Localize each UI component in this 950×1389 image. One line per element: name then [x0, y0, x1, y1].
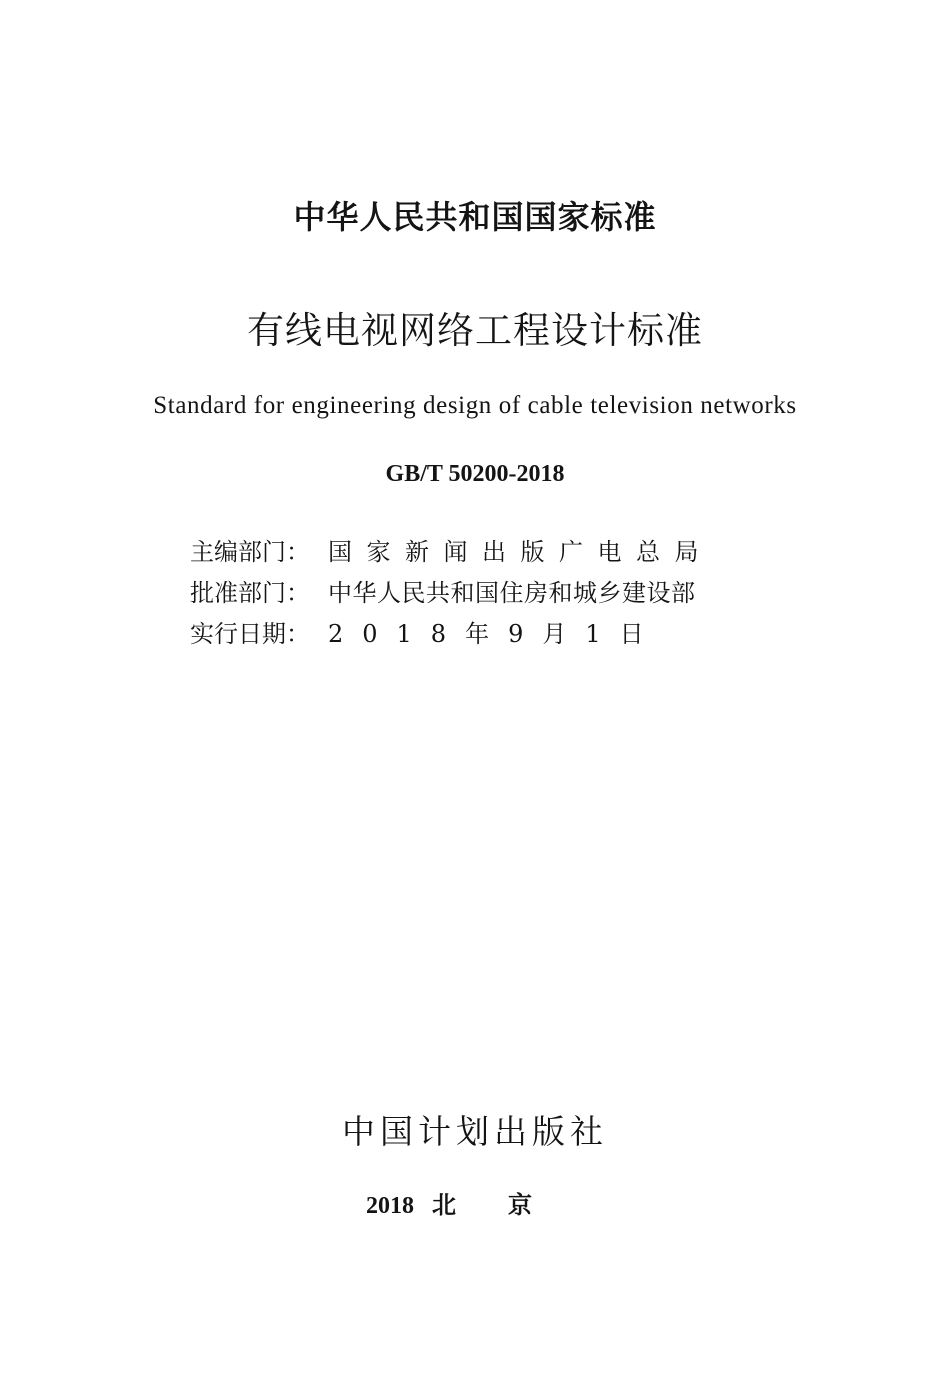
editor-label: 主编部门： — [190, 538, 310, 566]
publication-year: 2018 — [366, 1193, 414, 1219]
date-value: 2018年9月1日 — [328, 620, 663, 648]
date-row — [190, 614, 750, 655]
document-title-english: Standard for engineering design of cable television networks — [153, 392, 797, 419]
approver-value: 中华人民共和国住房和城乡建设部 — [328, 579, 696, 607]
publication-place — [0, 1185, 950, 1220]
national-standard-heading: 中华人民共和国国家标准 — [293, 198, 657, 236]
approver-label: 批准部门： — [190, 579, 310, 607]
publisher-name: 中国计划出版社 — [342, 1112, 608, 1151]
document-title-chinese: 有线电视网络工程设计标准 — [247, 309, 703, 352]
approver-row — [190, 573, 750, 614]
publication-city: 北京 — [432, 1191, 584, 1219]
standard-code: GB/T 50200-2018 — [385, 461, 565, 487]
editor-row — [190, 532, 750, 573]
publication-info — [190, 532, 750, 655]
editor-value: 国家新闻出版广电总局 — [328, 538, 713, 566]
date-label: 实行日期： — [190, 620, 310, 648]
